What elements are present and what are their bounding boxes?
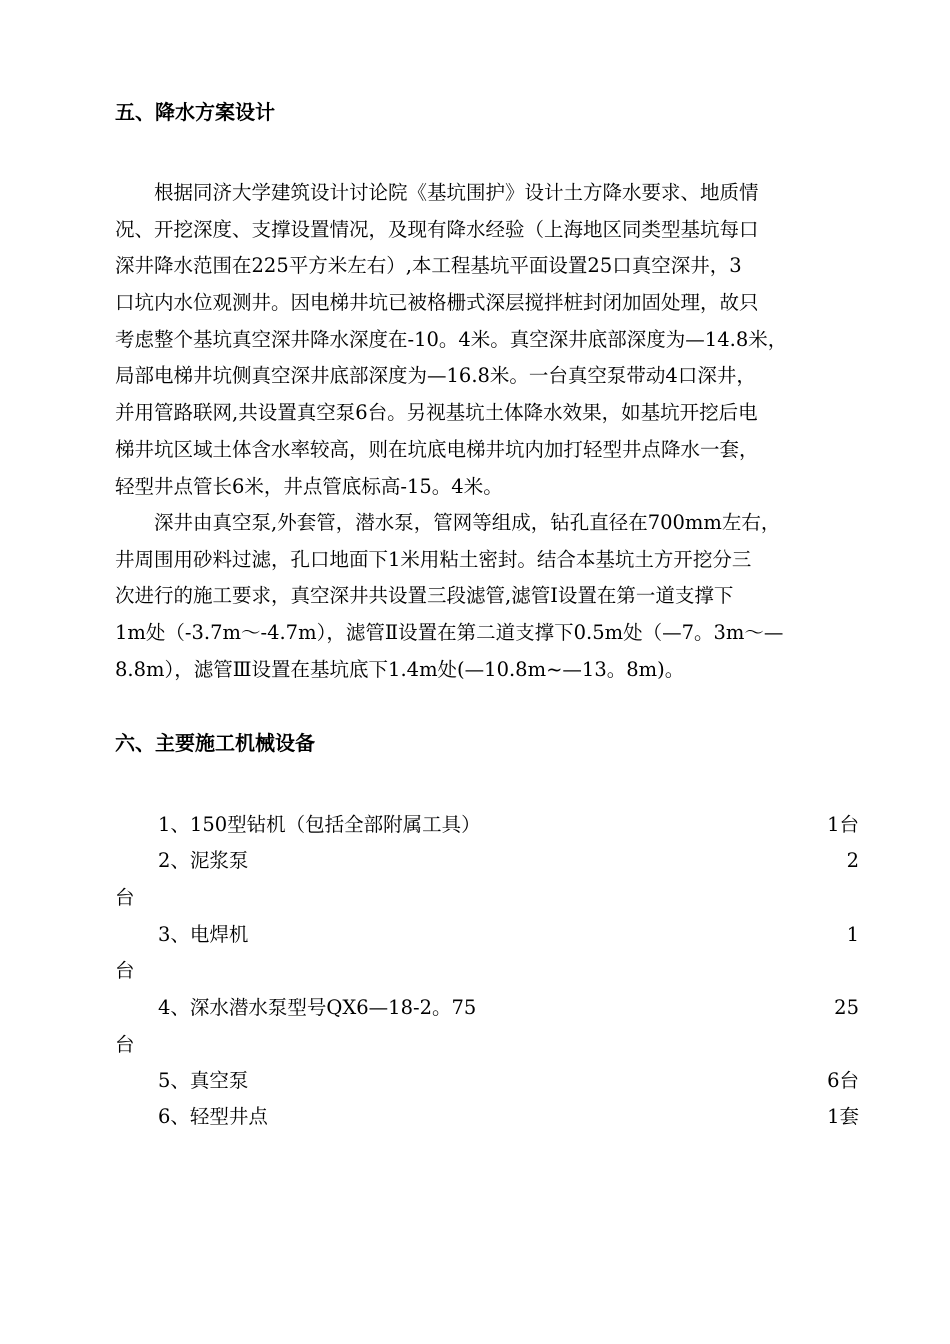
equipment-item-name: 3、电焊机 <box>158 923 249 946</box>
equipment-item-unit: 台 <box>115 886 135 909</box>
equipment-item-unit: 台 <box>115 959 135 982</box>
equipment-item-qty: 1 <box>846 923 859 946</box>
equipment-item-qty: 2 <box>846 849 859 872</box>
equipment-item-name: 2、泥浆泵 <box>158 849 249 872</box>
paragraph-line: 考虑整个基坑真空深井降水深度在-10。4米。真空深井底部深度为—14.8米， <box>115 327 788 351</box>
section-6-heading: 六、主要施工机械设备 <box>115 731 315 755</box>
dewatering-paragraph-1 <box>115 175 860 505</box>
paragraph-line: 井周围用砂料过滤，孔口地面下1米用粘土密封。结合本基坑土方开挖分三 <box>115 547 752 571</box>
equipment-item-unit: 台 <box>115 1033 135 1056</box>
equipment-item-qty: 6台 <box>827 1069 859 1092</box>
paragraph-line: 次进行的施工要求，真空深井共设置三段滤管,滤管Ⅰ设置在第一道支撑下 <box>115 584 734 608</box>
paragraph-line: 局部电梯井坑侧真空深井底部深度为—16.8米。一台真空泵带动4口深井， <box>115 364 756 388</box>
equipment-item-qty: 1台 <box>827 813 859 836</box>
paragraph-line: 8.8m），滤管Ⅲ设置在基坑底下1.4m处(—10.8m~—13。8m)。 <box>115 657 685 681</box>
paragraph-line: 根据同济大学建筑设计讨论院《基坑围护》设计土方降水要求、地质情 <box>115 181 759 204</box>
section-5-heading: 五、降水方案设计 <box>115 100 275 124</box>
equipment-item-name: 6、轻型井点 <box>158 1105 268 1128</box>
paragraph-line: 深井由真空泵,外套管，潜水泵，管网等组成，钻孔直径在700mm左右， <box>115 511 781 534</box>
equipment-item-qty: 1套 <box>827 1105 859 1128</box>
paragraph-line: 轻型井点管长6米，井点管底标高-15。4米。 <box>115 474 503 498</box>
equipment-item-name: 5、真空泵 <box>158 1069 249 1092</box>
paragraph-line: 1m处（-3.7m～-4.7m），滤管Ⅱ设置在第二道支撑下0.5m处（—7。3m～— <box>115 621 784 645</box>
equipment-item-qty: 25 <box>834 996 859 1019</box>
paragraph-line: 况、开挖深度、支撑设置情况，及现有降水经验（上海地区同类型基坑每口 <box>115 217 759 241</box>
paragraph-line: 并用管路联网,共设置真空泵6台。另视基坑土体降水效果，如基坑开挖后电 <box>115 401 758 425</box>
paragraph-line: 深井降水范围在225平方米左右）,本工程基坑平面设置25口真空深井，3 <box>115 254 742 278</box>
paragraph-line: 口坑内水位观测井。因电梯井坑已被格栅式深层搅拌桩封闭加固处理，故只 <box>115 291 759 315</box>
equipment-item-name: 4、深水潜水泵型号QX6—18-2。75 <box>158 996 477 1019</box>
paragraph-line: 梯井坑区域土体含水率较高，则在坑底电梯井坑内加打轻型井点降水一套， <box>115 437 759 461</box>
equipment-item-name: 1、150型钻机（包括全部附属工具） <box>158 813 481 836</box>
dewatering-paragraph-2 <box>115 505 860 688</box>
